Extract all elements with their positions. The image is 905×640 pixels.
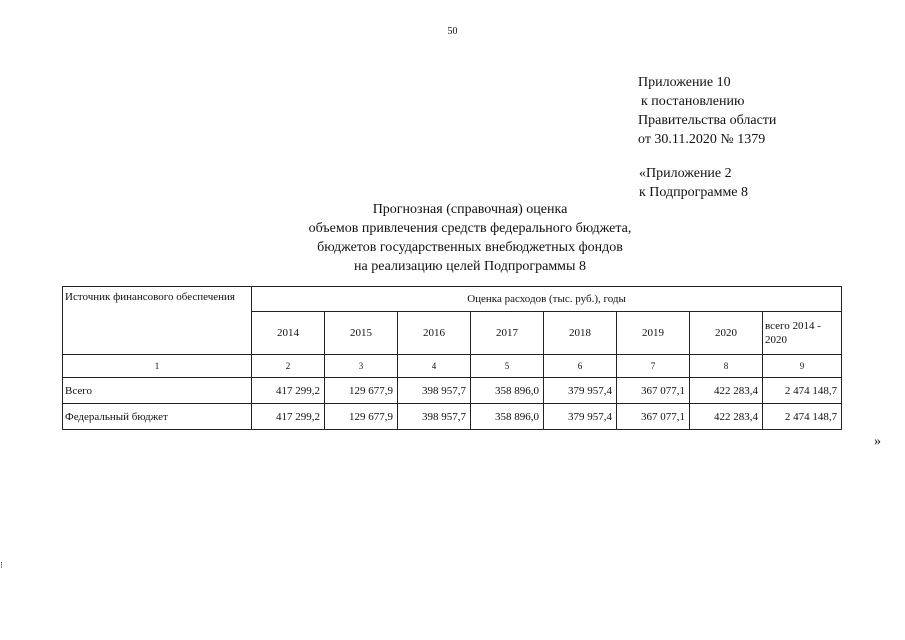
title-line: бюджетов государственных внебюджетных фондов bbox=[317, 240, 623, 255]
document-title bbox=[0, 200, 905, 276]
row-value: 129 677,9 bbox=[325, 404, 398, 430]
margin-mark: ⁝ bbox=[0, 560, 3, 570]
row-value: 417 299,2 bbox=[252, 404, 325, 430]
column-number-row bbox=[63, 355, 842, 378]
appendix2-line: к Подпрограмме 8 bbox=[639, 185, 749, 200]
year-header: 2020 bbox=[690, 312, 763, 355]
total-header: всего 2014 - 2020 bbox=[763, 312, 842, 355]
row-value: 367 077,1 bbox=[617, 378, 690, 404]
row-value: 422 283,4 bbox=[690, 404, 763, 430]
column-number: 4 bbox=[398, 355, 471, 378]
row-total: 2 474 148,7 bbox=[763, 378, 842, 404]
source-header: Источник финансового обеспечения bbox=[63, 287, 252, 355]
row-value: 422 283,4 bbox=[690, 378, 763, 404]
year-header: 2014 bbox=[252, 312, 325, 355]
page-number: 50 bbox=[447, 26, 458, 37]
row-value: 398 957,7 bbox=[398, 378, 471, 404]
header-row bbox=[63, 287, 842, 312]
column-number: 7 bbox=[617, 355, 690, 378]
year-header: 2018 bbox=[544, 312, 617, 355]
row-value: 417 299,2 bbox=[252, 378, 325, 404]
financing-table bbox=[62, 286, 842, 430]
table-row bbox=[63, 378, 842, 404]
year-header: 2015 bbox=[325, 312, 398, 355]
column-number: 1 bbox=[63, 355, 252, 378]
row-label: Федеральный бюджет bbox=[63, 404, 252, 430]
column-number: 9 bbox=[763, 355, 842, 378]
year-header: 2017 bbox=[471, 312, 544, 355]
row-value: 358 896,0 bbox=[471, 378, 544, 404]
column-number: 2 bbox=[252, 355, 325, 378]
row-label: Всего bbox=[63, 378, 252, 404]
column-number: 5 bbox=[471, 355, 544, 378]
row-value: 367 077,1 bbox=[617, 404, 690, 430]
title-line: на реализацию целей Подпрограммы 8 bbox=[354, 259, 586, 274]
appendix-line: к постановлению bbox=[641, 94, 745, 109]
column-number: 6 bbox=[544, 355, 617, 378]
year-header: 2016 bbox=[398, 312, 471, 355]
column-number: 3 bbox=[325, 355, 398, 378]
group-header: Оценка расходов (тыс. руб.), годы bbox=[252, 287, 842, 312]
title-line: объемов привлечения средств федерального бюджета, bbox=[308, 221, 632, 236]
row-value: 358 896,0 bbox=[471, 404, 544, 430]
appendix-line: от 30.11.2020 № 1379 bbox=[638, 132, 766, 147]
column-number: 8 bbox=[690, 355, 763, 378]
title-line: Прогнозная (справочная) оценка bbox=[372, 202, 568, 217]
row-total: 2 474 148,7 bbox=[763, 404, 842, 430]
row-value: 379 957,4 bbox=[544, 378, 617, 404]
appendix-line: Приложение 10 bbox=[638, 75, 731, 90]
row-value: 379 957,4 bbox=[544, 404, 617, 430]
appendix2-block bbox=[639, 164, 748, 202]
appendix-line: Правительства области bbox=[638, 113, 777, 128]
table-row bbox=[63, 404, 842, 430]
appendix-block bbox=[638, 73, 776, 149]
closing-quote: » bbox=[874, 434, 881, 449]
year-header: 2019 bbox=[617, 312, 690, 355]
row-value: 398 957,7 bbox=[398, 404, 471, 430]
appendix2-line: «Приложение 2 bbox=[639, 166, 732, 181]
row-value: 129 677,9 bbox=[325, 378, 398, 404]
